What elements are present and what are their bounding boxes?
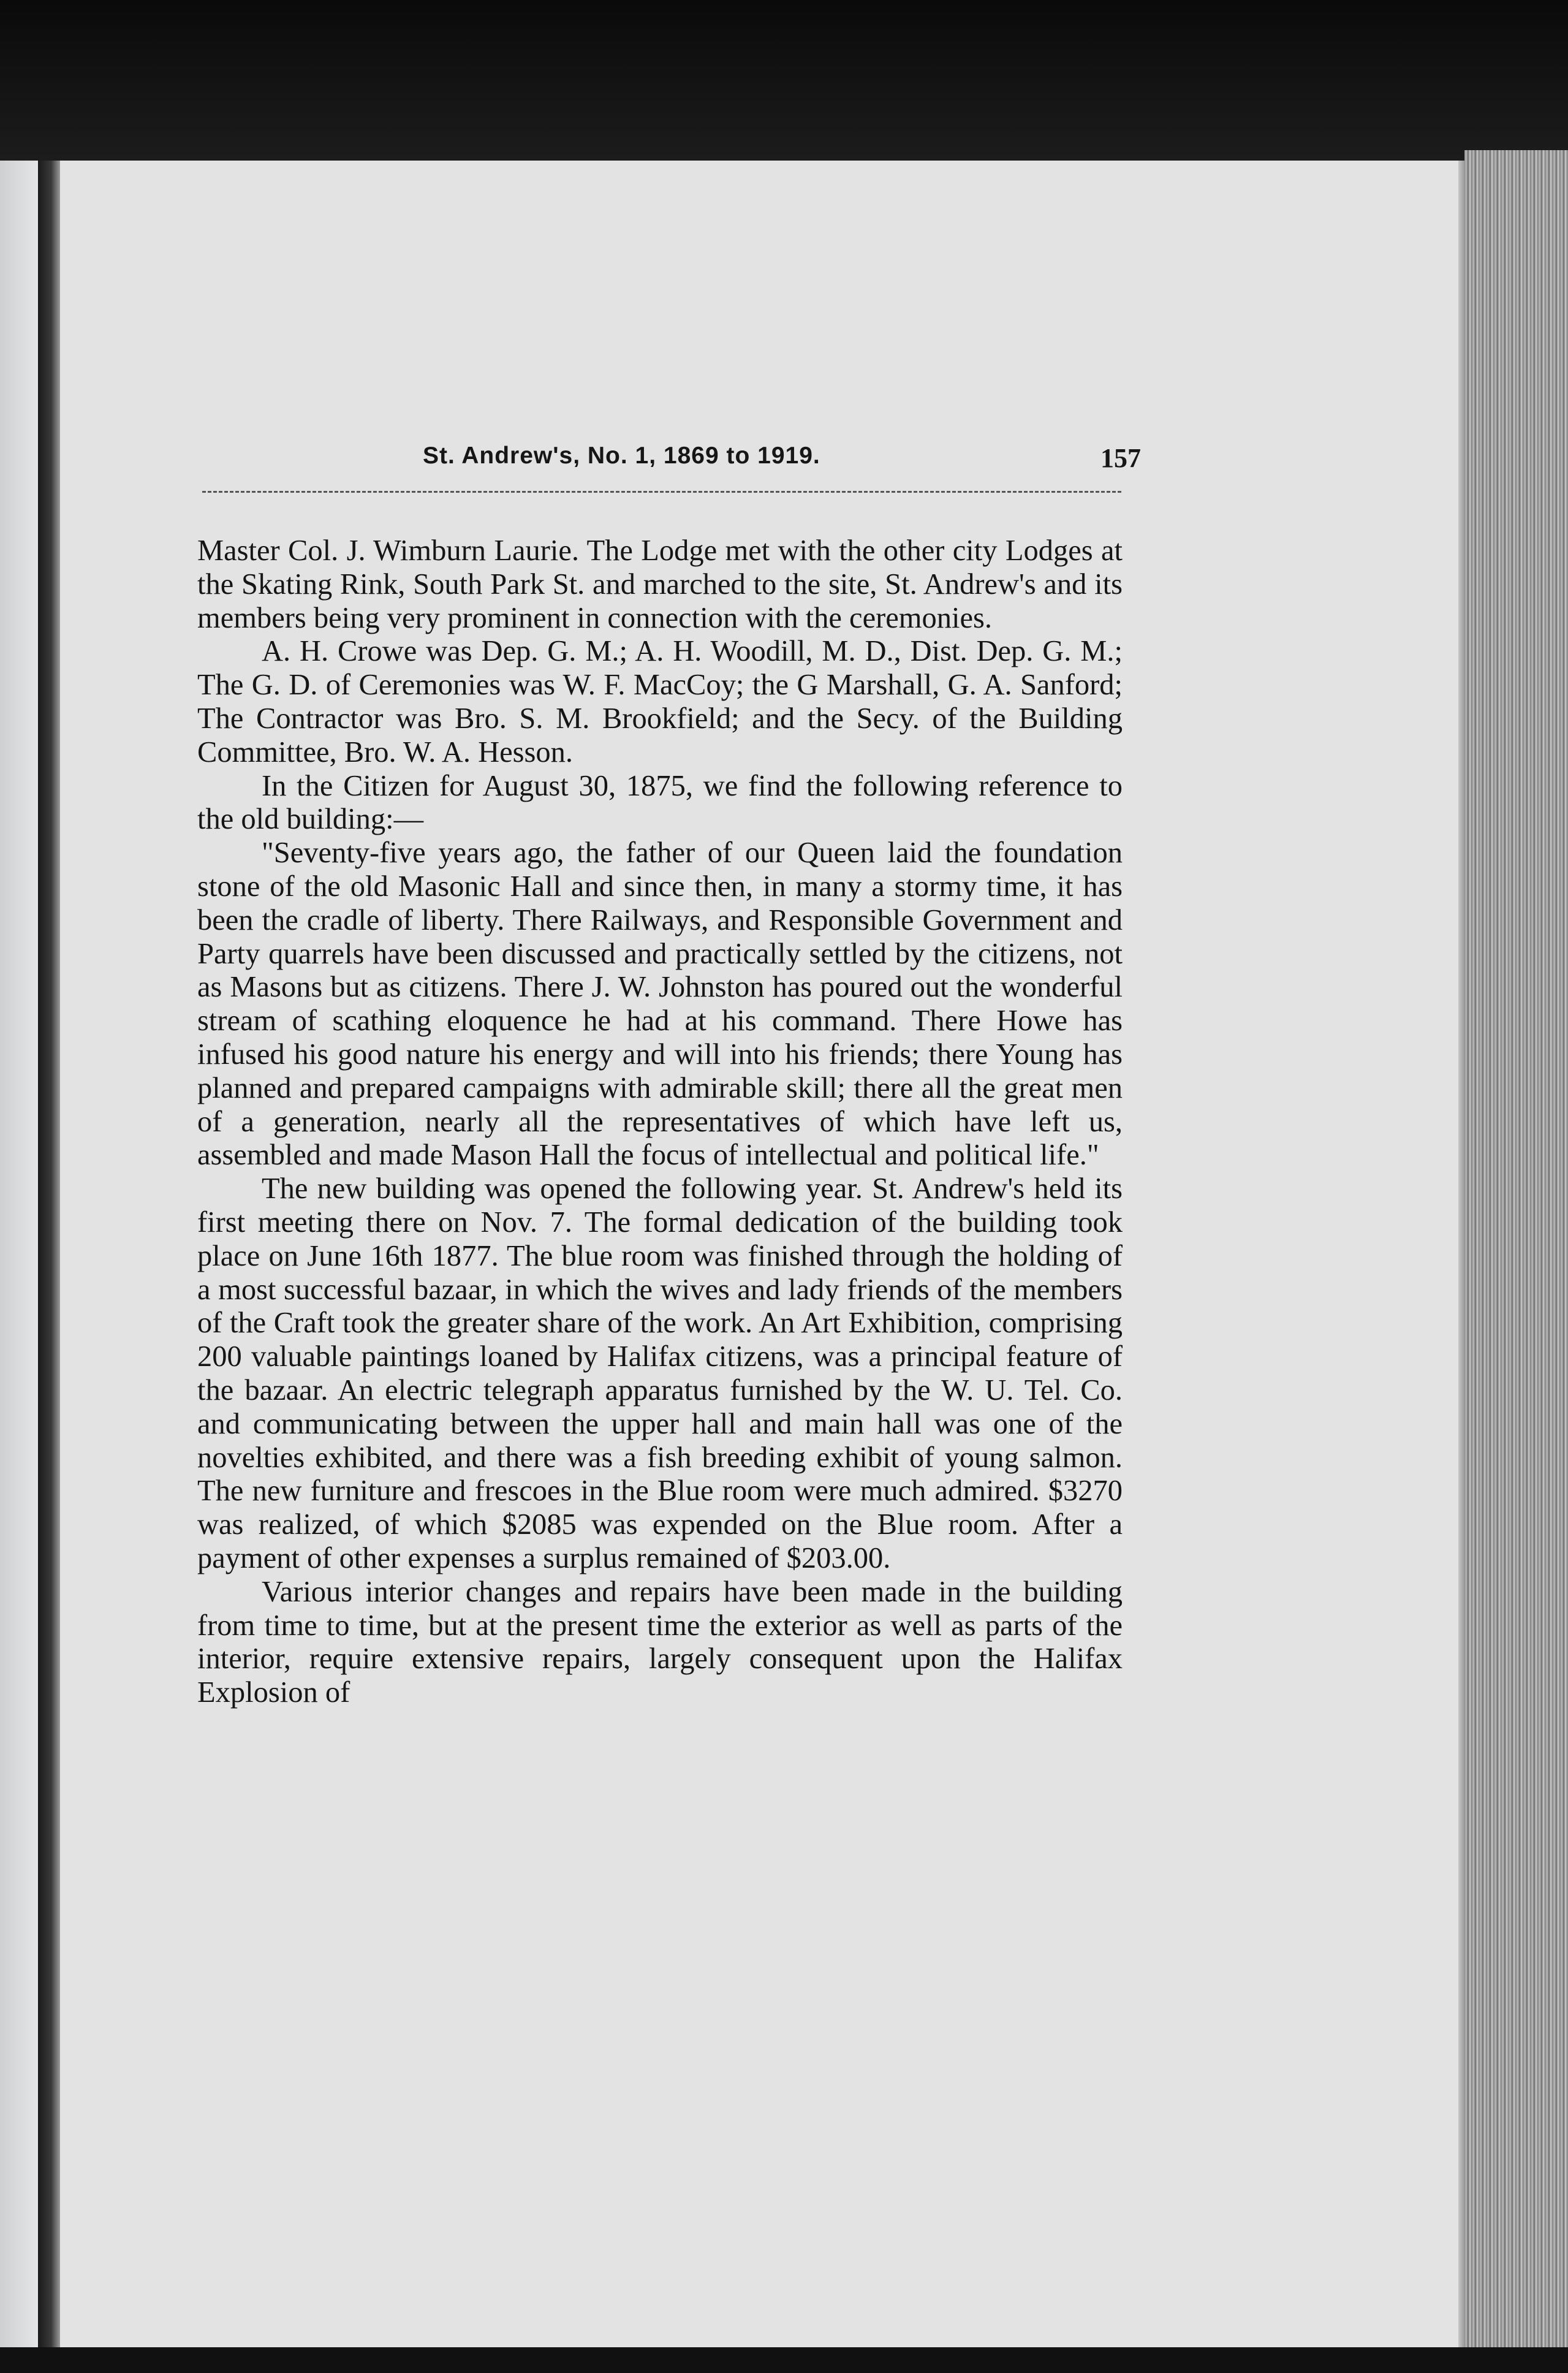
- book-gutter-shadow: [38, 161, 60, 2347]
- book-fore-edge: [1464, 150, 1568, 2347]
- paragraph: Various interior changes and repairs have been made in the building from time to time, but at the present time the exterior as well as parts of the interior, require extensive repairs, largely consequent upon the Halifax Explosion of: [197, 1575, 1123, 1709]
- running-title: St. Andrew's, No. 1, 1869 to 1919.: [423, 442, 820, 469]
- header-rule: [202, 491, 1121, 493]
- scan-background-top: [0, 0, 1568, 161]
- body-text: [197, 534, 1123, 1710]
- paragraph: A. H. Crowe was Dep. G. M.; A. H. Woodill, M. D., Dist. Dep. G. M.; The G. D. of Ceremonies was W. F. MacCoy; the G Marshall, G. A. Sanford; The Contractor was Bro. S. M. Brookfield; and the Secy. of the Building Committee, Bro. W. A. Hesson.: [197, 635, 1123, 769]
- paragraph: Master Col. J. Wimburn Laurie. The Lodge met with the other city Lodges at the Skating Rink, South Park St. and marched to the site, St. Andrew's and its members being very prominent in connection with the ceremonies.: [197, 534, 1123, 634]
- scan-background-bottom: [0, 2347, 1568, 2373]
- paragraph: The new building was opened the following year. St. Andrew's held its first meeting there on Nov. 7. The formal dedication of the building took place on June 16th 1877. The blue room was finished through the holding of a most successful bazaar, in which the wives and lady friends of the members of the Craft took the greater share of the work. An Art Exhibition, comprising 200 valuable paintings loaned by Halifax citizens, was a principal feature of the bazaar. An electric telegraph apparatus furnished by the W. U. Tel. Co. and communicating between the upper hall and main hall was one of the novelties exhibited, and there was a fish breeding exhibit of young salmon. The new furniture and frescoes in the Blue room were much admired. $3270 was realized, of which $2085 was expended on the Blue room. After a payment of other expenses a surplus remained of $203.00.: [197, 1172, 1123, 1574]
- paragraph: In the Citizen for August 30, 1875, we find the following reference to the old building:—: [197, 769, 1123, 836]
- page-number: 157: [1100, 443, 1141, 473]
- quoted-paragraph: "Seventy-five years ago, the father of our Queen laid the foundation stone of the old Masonic Hall and since then, in many a stormy time, it has been the cradle of liberty. There Railways, and Responsible Government and Party quarrels have been discussed and practically settled by the citizens, not as Masons but as citizens. There J. W. Johnston has poured out the wonderful stream of scathing eloquence he had at his command. There Howe has infused his good nature his energy and will into his friends; there Young has planned and prepared campaigns with admirable skill; there all the great men of a generation, nearly all the representatives of which have left us, assembled and made Mason Hall the focus of intellectual and political life.": [197, 837, 1123, 1172]
- facing-page-edge: [0, 161, 38, 2347]
